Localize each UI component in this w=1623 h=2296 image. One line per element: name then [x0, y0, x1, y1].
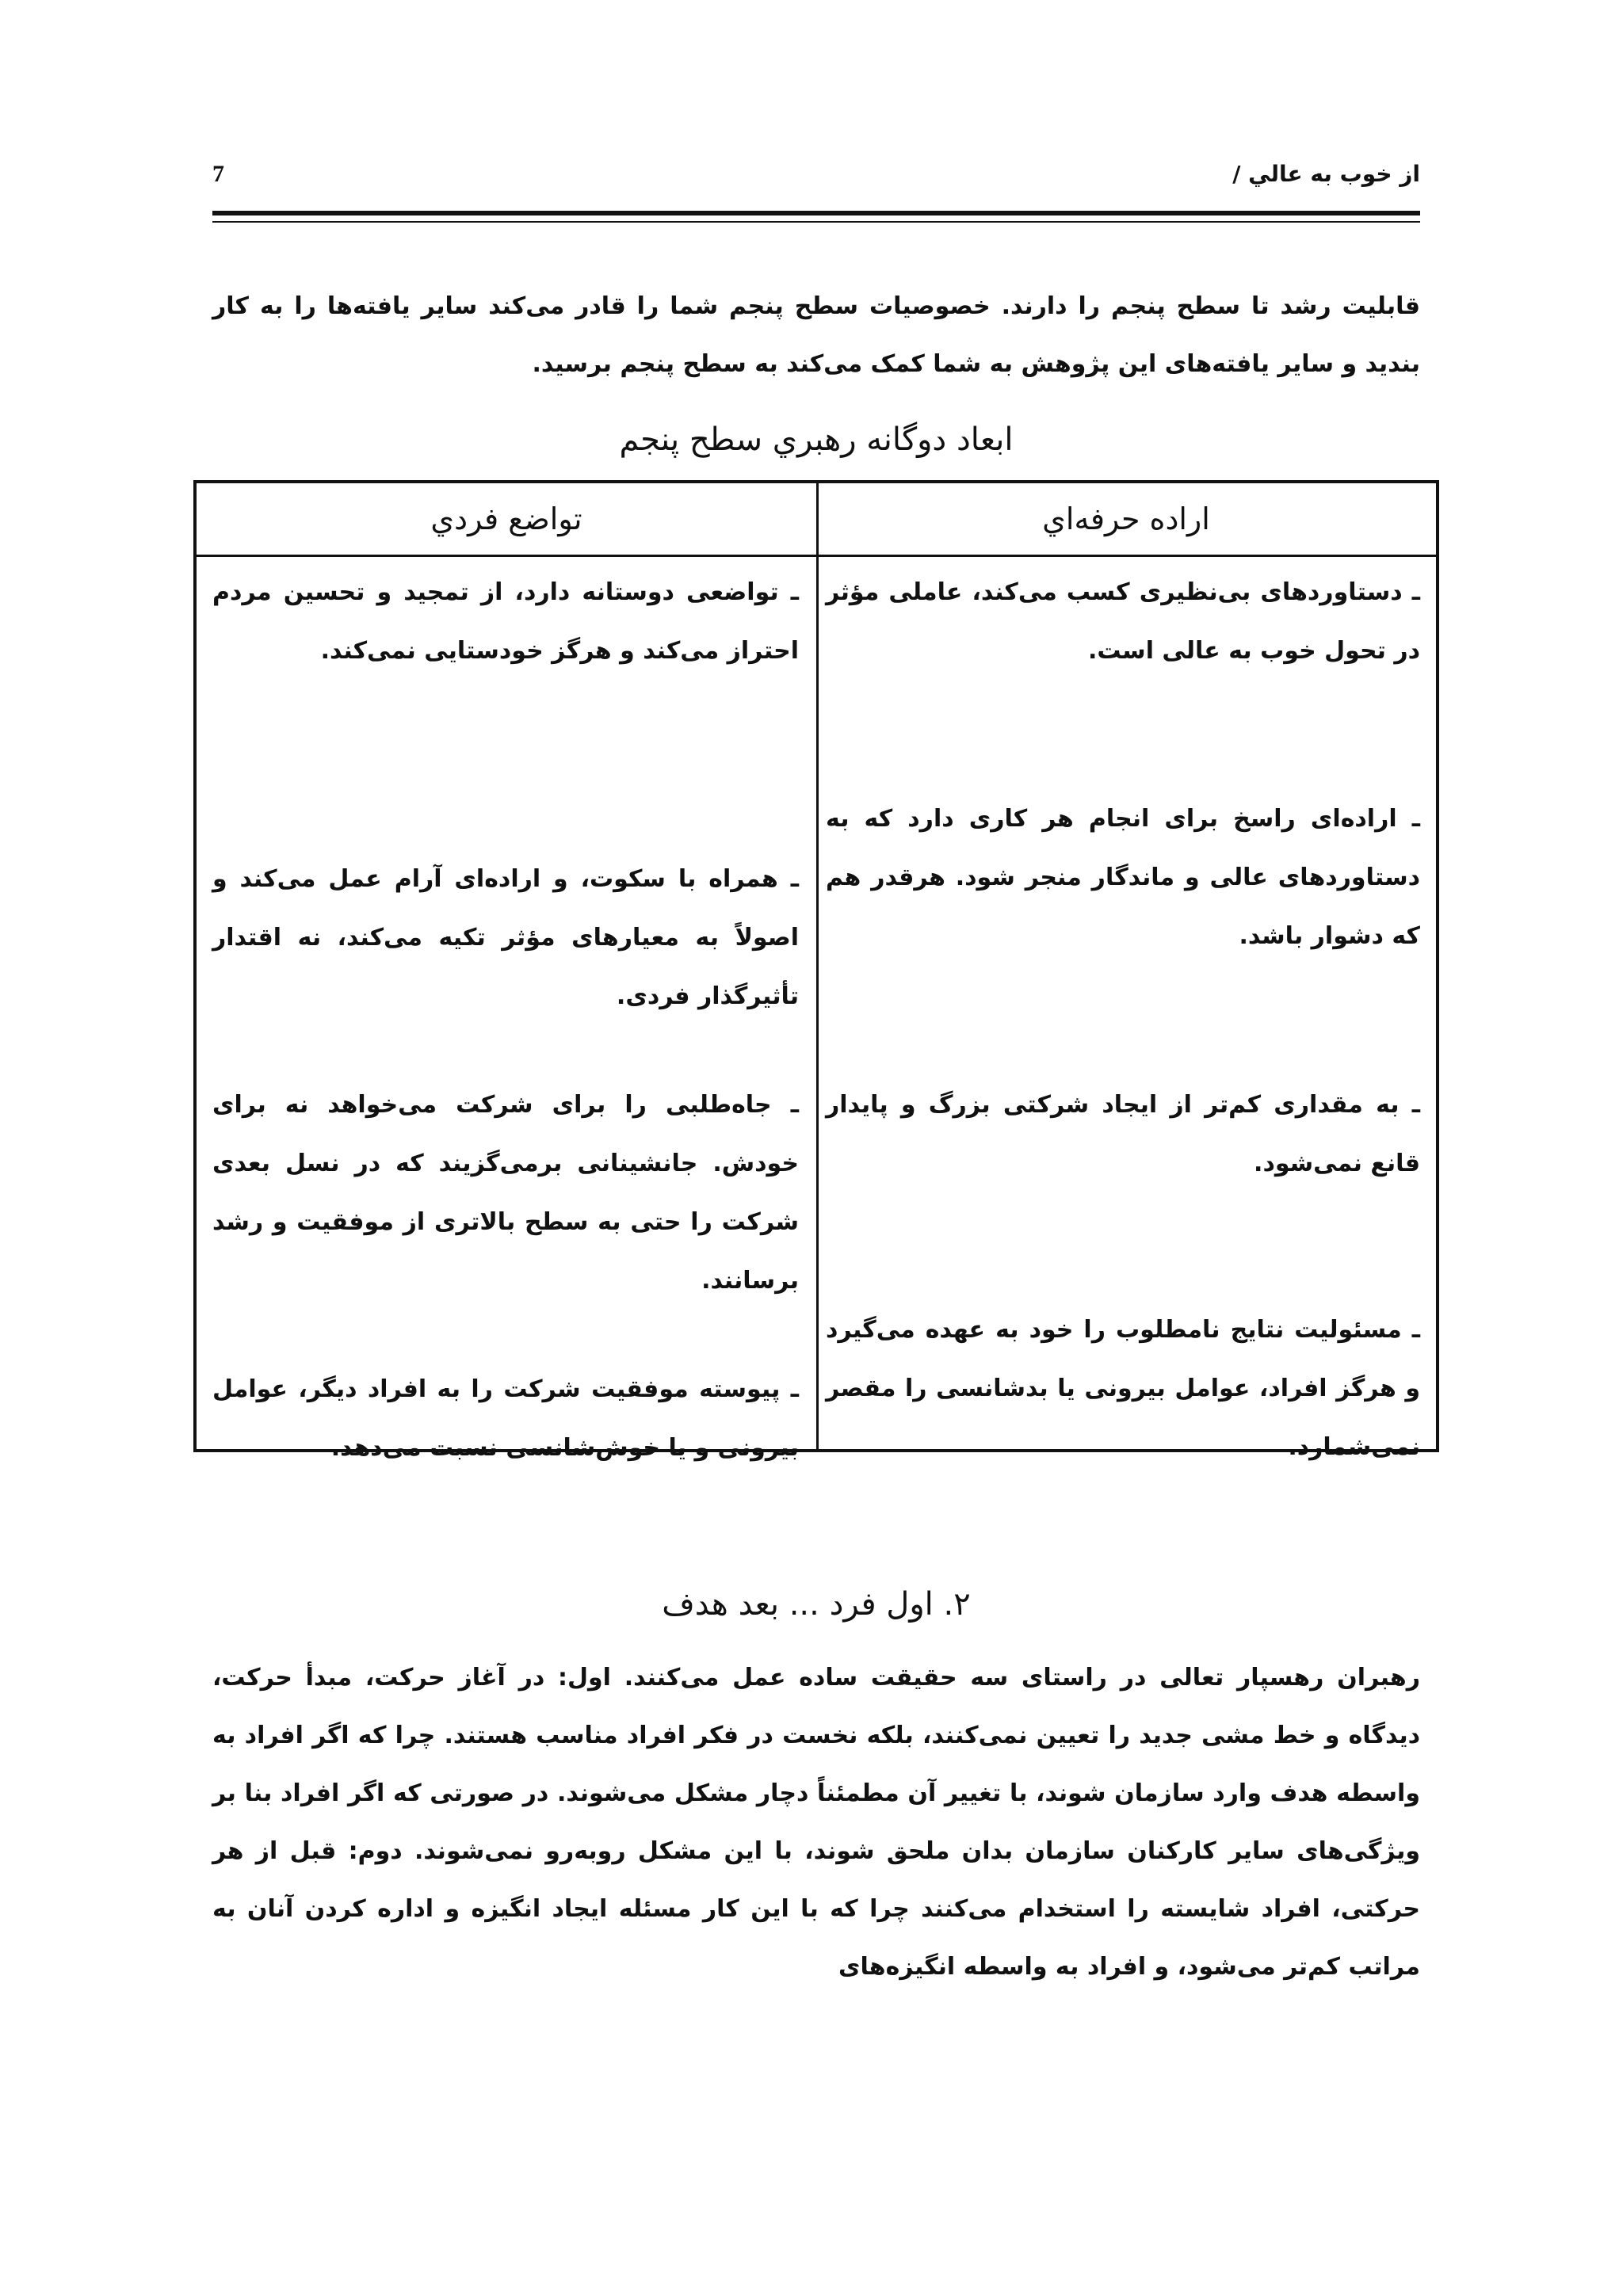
- table-cell-humility-4: ـ پيوسته موفقيت شركت را به افراد ديگر، عوامل بيرونی و يا خوش‌شانسی نسبت می‌دهد.: [212, 1375, 799, 1462]
- table-cell-humility-1: ـ تواضعی دوستانه دارد، از تمجيد و تحسين مردم احتراز می‌كند و هرگز خودستايی نمی‌كند.: [212, 578, 799, 665]
- table-cell-will-3: ـ به مقداری كم‌تر از ايجاد شركتی بزرگ و پايدار قانع نمی‌شود.: [826, 1091, 1420, 1177]
- column-divider: [816, 483, 819, 1449]
- table-cell-humility-2: ـ همراه با سكوت، و اراده‌ای آرام عمل می‌كند و اصولاً به معيارهای مؤثر تكيه می‌كند، نه اقتدار تأثيرگذار فردی.: [212, 865, 799, 1010]
- section-paragraph: رهبران رهسپار تعالی در راستای سه حقيقت ساده عمل می‌كنند. اول: در آغاز حركت، مبدأ حركت، ديدگاه و خط مشی جديد را تعيين نمی‌كنند، بلكه نخست در فكر افراد مناسب هستند. چرا كه اگر افراد به واسطه هدف وارد سازمان شوند، با تغيير آن مطمئناً دچار مشكل می‌شوند. در صورتی كه اگر افراد بنا بر ويژگی‌های ساير كاركنان سازمان بدان ملحق شوند، با اين مشكل روبه‌رو نمی‌شوند. دوم: قبل از هر حركتی، افراد شايسته را استخدام می‌كنند چرا كه با اين كار مسئله ايجاد انگيزه و اداره كردن آنان به مراتب كم‌تر می‌شود، و افراد به واسطه انگيزه‌های: [212, 1664, 1420, 1981]
- intro-paragraph: قابليت رشد تا سطح پنجم را دارند. خصوصيات سطح پنجم شما را قادر می‌كند ساير يافته‌ها را به كار بنديد و ساير يافته‌های اين پژوهش به شما كمک می‌كند به سطح پنجم برسيد.: [212, 292, 1420, 378]
- table-cell-humility-3: ـ جاه‌طلبی را برای شركت می‌خواهد نه برای خودش. جانشينانی برمی‌گزيند كه در نسل بعدی شركت را حتی به سطح بالاتری از موفقيت و رشد برسانند.: [212, 1091, 799, 1295]
- table-cell-will-2: ـ اراده‌ای راسخ برای انجام هر كاری دارد كه به دستاوردهای عالی و ماندگار منجر شود. هرقدر هم كه دشوار باشد.: [826, 805, 1420, 950]
- header-divider: [197, 555, 1436, 557]
- table-caption: ابعاد دوگانه رهبري سطح پنجم: [619, 421, 1014, 458]
- column-header-personal-humility: تواضع فردي: [430, 502, 582, 536]
- column-header-professional-will: اراده حرفه‌اي: [1042, 502, 1210, 536]
- table-cell-will-4: ـ مسئوليت نتايج نامطلوب را خود به عهده می‌گيرد و هرگز افراد، عوامل بيرونی يا بدشانسی را مقصر نمی‌شمارد.: [826, 1316, 1420, 1461]
- header-row: [212, 154, 1420, 194]
- section-heading: ۲. اول فرد ... بعد هدف: [662, 1586, 971, 1623]
- running-title: از خوب به عالي /: [1232, 161, 1420, 187]
- page-number: 7: [212, 161, 224, 187]
- leadership-table: [193, 480, 1439, 1462]
- header-rule-thick: [212, 211, 1420, 215]
- header-rule-thin: [212, 221, 1420, 223]
- table-cell-will-1: ـ دستاوردهای بی‌نظيری كسب می‌كند، عاملی مؤثر در تحول خوب به عالی است.: [826, 578, 1420, 665]
